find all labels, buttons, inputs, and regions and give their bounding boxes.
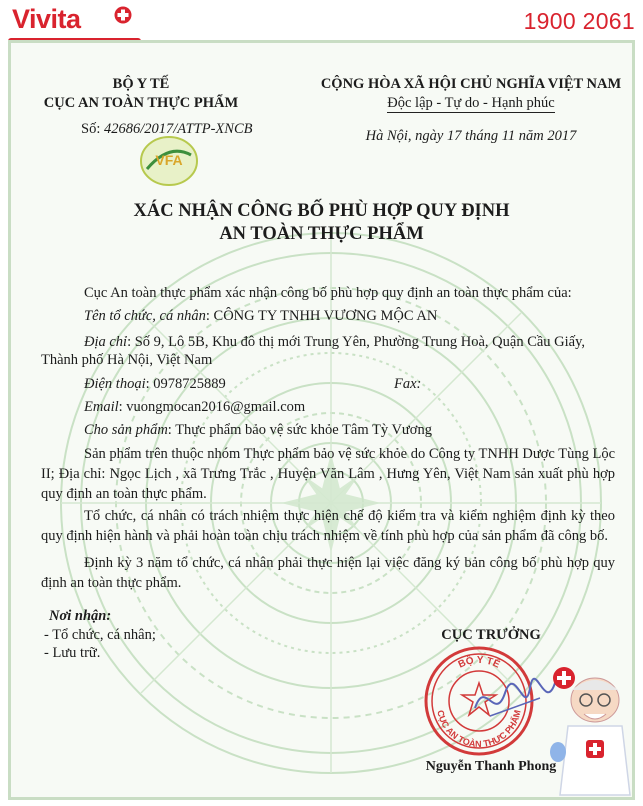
hotline-link[interactable]: 1900 2061	[523, 8, 635, 34]
product-label: Cho sản phẩm	[84, 422, 168, 438]
email-line	[84, 397, 305, 417]
responsibility-paragraph: Tổ chức, cá nhân có trách nhiệm thực hiện chế độ kiểm tra và kiểm nghiệm định kỳ theo quy định hiện hành và phải hoàn toàn chịu trách nhiệm về tính phù hợp của sản phẩm đã công bố.	[41, 508, 615, 544]
medical-cross-icon	[114, 6, 132, 24]
stamp-top-text: BỘ Y TẾ	[456, 654, 502, 671]
department-name: CỤC AN TOÀN THỰC PHẨM	[43, 95, 239, 111]
phone-line	[84, 374, 226, 394]
document-number	[81, 119, 252, 139]
address-line1	[84, 332, 585, 352]
number-label: Số:	[81, 121, 101, 137]
address-label: Địa chỉ	[84, 334, 128, 350]
product-line	[84, 420, 432, 440]
recipient-item-1: - Tổ chức, cá nhân;	[44, 627, 156, 643]
org-line	[84, 306, 437, 326]
motto-text: Độc lập - Tự do - Hạnh phúc	[387, 95, 555, 111]
org-label: Tên tổ chức, cá nhân	[84, 308, 206, 324]
recipient-item-2: - Lưu trữ.	[44, 645, 101, 661]
email-label: Email	[84, 399, 119, 415]
product-value: : Thực phẩm bảo vệ sức khỏe Tâm Tỳ Vương	[167, 422, 432, 438]
country-name: CỘNG HÒA XÃ HỘI CHỦ NGHĨA VIỆT NAM	[320, 76, 622, 92]
vfa-logo-text: VFA	[155, 152, 183, 168]
intro-text: Cục An toàn thực phẩm xác nhận công bố phù hợp quy định an toàn thực phẩm của:	[84, 285, 572, 301]
periodic-paragraph: Định kỳ 3 năm tổ chức, cá nhân phải thực hiện lại việc đăng ký bản công bố phù hợp quy định an toàn thực phẩm.	[41, 555, 615, 591]
number-value: 42686/2017/ATTP-XNCB	[103, 121, 253, 137]
document-title-line1: XÁC NHẬN CÔNG BỐ PHÙ HỢP QUY ĐỊNH	[133, 201, 510, 221]
signer-position: CỤC TRƯỞNG	[441, 627, 541, 643]
ministry-name: BỘ Y TẾ	[112, 76, 170, 92]
org-value: : CÔNG TY TNHH VƯƠNG MỘC AN	[205, 308, 438, 324]
recipients-label: Nơi nhận:	[49, 608, 112, 624]
address-value-1: : Số 9, Lô 5B, Khu đô thị mới Trung Yên, Phường Trung Hoà, Quận Cầu Giấy,	[127, 334, 586, 350]
fax-label: Fax:	[394, 376, 422, 392]
phone-label: Điện thoại	[84, 376, 146, 392]
address-value-2: Thành phố Hà Nội, Việt Nam	[41, 352, 213, 368]
brand-name: Vivita	[12, 4, 81, 34]
document-title-line2: AN TOÀN THỰC PHẨM	[219, 224, 424, 244]
manufacturer-paragraph: Sản phẩm trên thuộc nhóm Thực phẩm bảo vệ sức khỏe do Công ty TNHH Dược Tùng Lộc II; Địa chỉ: Ngọc Lịch , xã Trưng Trắc , Huyện Văn Lâm , Hưng Yên, Việt Nam sản xuất phù hợp quy định an toàn thực phẩm.	[41, 446, 616, 502]
vfa-logo-icon	[139, 135, 199, 187]
stamp-bottom-text: CỤC AN TOÀN THỰC PHẨM	[435, 709, 523, 750]
phone-value: : 0978725889	[145, 376, 226, 392]
doctor-mascot-icon	[540, 660, 635, 800]
issue-date: Hà Nội, ngày 17 tháng 11 năm 2017	[365, 128, 577, 144]
email-value: : vuongmocan2016@gmail.com	[118, 399, 306, 415]
signer-name: Nguyễn Thanh Phong	[425, 759, 557, 774]
national-motto	[311, 93, 631, 113]
